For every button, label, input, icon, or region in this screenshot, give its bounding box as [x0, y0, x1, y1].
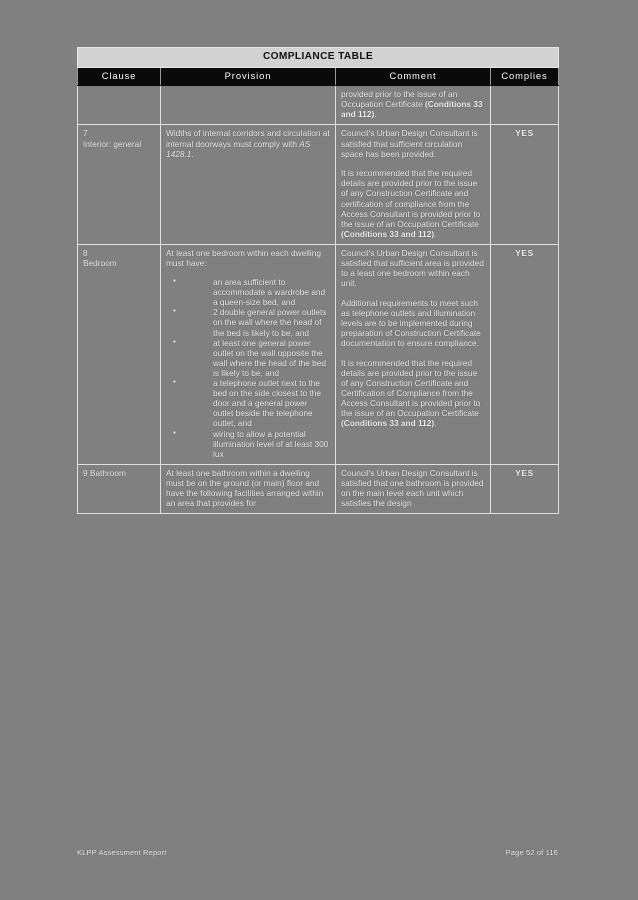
table-title: COMPLIANCE TABLE	[78, 48, 559, 68]
footer-page-number: Page 52 of 116	[505, 848, 558, 857]
comment-text: It is recommended that the required details are provided prior to the issue of any Construction Certificate and Certification of Compliance from the Access Consultant is provided prior to the issue of an Occupation Certificate	[341, 357, 481, 419]
column-header-comment: Comment	[336, 68, 491, 86]
clause-label: Interior: general	[83, 138, 142, 149]
complies-cell: YES	[491, 125, 559, 244]
comment-cell	[336, 244, 491, 464]
complies-cell	[491, 86, 559, 125]
provision-paragraph	[166, 128, 330, 158]
clause-label: Bathroom	[89, 467, 126, 478]
comment-paragraph: Council's Urban Design Consultant is satisfied that sufficient area is provided to a least one bedroom within each unit.	[341, 247, 484, 289]
comment-paragraph	[341, 358, 485, 429]
list-item: ▪ 2 double general power outlets on the wall where the head of the bed is likely to be, and	[166, 307, 330, 337]
comment-cell	[336, 86, 491, 125]
complies-cell: YES	[491, 244, 559, 464]
table-row	[78, 86, 559, 125]
provision-text: Widths of internal corridors and circulation at internal doorways must comply with	[166, 128, 330, 149]
provision-cell	[161, 244, 336, 464]
comment-cell	[336, 125, 491, 244]
provision-intro: At least one bedroom within each dwelling must have:	[166, 247, 321, 268]
list-item: ▪ an area sufficient to accommodate a wardrobe and a queen-size bed, and	[166, 277, 330, 307]
comment-paragraph: Council's Urban Design Consultant is satisfied that one bathroom is provided on the main level each unit which satisfies the design	[341, 467, 484, 509]
provision-cell	[161, 464, 336, 513]
table-title-row	[78, 48, 559, 68]
comment-text-tail: .	[434, 418, 437, 429]
condition-reference: (Conditions 33 and 112)	[341, 418, 435, 429]
list-item: ▪ at least one general power outlet on the wall opposite the wall where the head of the bed is likely to be, and	[166, 338, 330, 378]
standard-reference: AS 1428.1	[166, 138, 311, 159]
comment-text-tail: .	[374, 109, 377, 120]
table-header-row	[78, 68, 559, 86]
column-header-provision: Provision	[161, 68, 336, 86]
clause-cell	[78, 464, 161, 513]
comment-text: provided prior to the issue of an Occupation Certificate	[341, 89, 458, 110]
footer-document-title: KLPP Assessment Report	[77, 848, 167, 857]
clause-cell	[78, 244, 161, 464]
table-row	[78, 464, 559, 513]
table-row	[78, 244, 559, 464]
compliance-table-container	[77, 47, 558, 514]
column-header-clause: Clause	[78, 68, 161, 86]
provision-text-tail: .	[191, 148, 194, 159]
list-item: ▪ a telephone outlet next to the bed on the side closest to the door and a general power outlet beside the telephone outlet, and	[166, 378, 330, 428]
comment-cell	[336, 464, 491, 513]
comment-paragraph	[341, 168, 485, 239]
provision-cell	[161, 125, 336, 244]
clause-cell	[78, 86, 161, 125]
list-item: ▪ wiring to allow a potential illumination level of at least 300 lux	[166, 429, 330, 459]
page-footer	[77, 848, 558, 857]
clause-number: 9	[83, 467, 90, 478]
comment-text: It is recommended that the required details are provided prior to the issue of any Construction Certificate and certification of compliance from the Access Consultant is provided prior to the issue of an Occupation Certificate	[341, 168, 481, 229]
provision-bullet-list	[166, 277, 330, 459]
comment-paragraph: Council's Urban Design Consultant is satisfied that sufficient circulation space has been provided.	[341, 128, 478, 159]
provision-paragraph: At least one bathroom within a dwelling must be on the ground (or main) floor and have the following facilities arranged within an area that provides for	[166, 467, 324, 509]
provision-cell	[161, 86, 336, 125]
clause-number: 7	[83, 128, 88, 139]
comment-text-tail: .	[434, 228, 437, 239]
compliance-table	[77, 47, 559, 514]
comment-paragraph: Additional requirements to meet such as telephone outlets and illumination levels are to be implemented during preparation of Construction Certificate documentation to ensure compliance.	[341, 297, 481, 349]
table-row	[78, 125, 559, 244]
clause-cell	[78, 125, 161, 244]
clause-number: 8	[83, 247, 88, 258]
condition-reference: (Conditions 33 and 112)	[341, 99, 483, 120]
column-header-complies: Complies	[491, 68, 559, 86]
condition-reference: (Conditions 33 and 112)	[341, 228, 435, 239]
complies-cell: YES	[491, 464, 559, 513]
comment-paragraph	[341, 89, 485, 119]
clause-label: Bedroom	[83, 258, 117, 268]
